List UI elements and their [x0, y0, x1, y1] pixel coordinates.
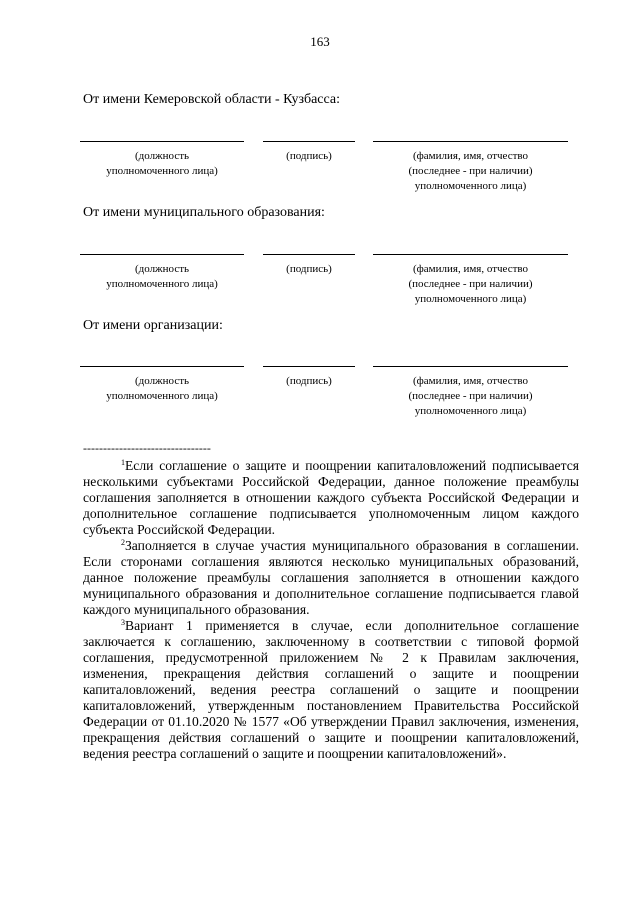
footnote-text: Заполняется в случае участия муниципального образования в соглашении. Если сторонами соглашения являются несколько муниципальных образований, данное положение преамбулы соглашения заполняется в отношении каждого муниципального образования и дополнительное соглашение подписывается главой каждого муниципального образования. — [83, 538, 579, 617]
page-number: 163 — [310, 34, 330, 49]
footnote-mark: 3 — [121, 618, 125, 627]
footnote — [83, 538, 579, 618]
party-heading-region: От имени Кемеровской области - Кузбасса: — [83, 92, 341, 107]
label-line: уполномоченного лица) — [106, 278, 218, 290]
label-line: уполномоченного лица) — [106, 390, 218, 402]
label-line: (подпись) — [286, 263, 332, 275]
party-heading-organization: От имени организации: — [83, 318, 223, 333]
footnote-text: Если соглашение о защите и поощрении капиталовложений подписывается несколькими субъектами Российской Федерации, данное положение преамбулы соглашения заполняется в отношении каждого субъекта Российской Федерации и дополнительное соглашение подписывается уполномоченным лицом каждого субъекта Российской Федерации. — [83, 458, 579, 537]
label-line: (фамилия, имя, отчество — [412, 150, 529, 162]
signature-label — [263, 149, 355, 164]
label-line: (последнее - при наличии) — [408, 165, 533, 177]
signature-label — [263, 374, 355, 389]
name-signature-line[interactable] — [373, 366, 568, 367]
label-line: (должность — [134, 150, 190, 162]
footnotes — [83, 458, 579, 762]
position-label — [80, 262, 244, 292]
label-line: (подпись) — [286, 375, 332, 387]
label-line: (фамилия, имя, отчество — [412, 263, 529, 275]
label-line: уполномоченного лица) — [414, 405, 527, 417]
name-signature-line[interactable] — [373, 141, 568, 142]
label-line: уполномоченного лица) — [414, 293, 527, 305]
signature-label — [263, 262, 355, 277]
footnote-text: Вариант 1 применяется в случае, если дополнительное соглашение заключается к соглашению, заключенному в соответствии с типовой формой соглашения, предусмотренной приложением № 2 к Правилам заключения, изменения, прекращения действия соглашений о защите и поощрении капиталовложений, ведения реестра соглашений о защите и поощрении капиталовложений, утвержденным постановлением Правительства Российской Федерации от 01.10.2020 № 1577 «Об утверждении Правил заключения, изменения, прекращения действия соглашений о защите и поощрении капиталовложений, ведения реестра соглашений о защите и поощрении капиталовложений». — [83, 618, 579, 761]
label-line: (последнее - при наличии) — [408, 390, 533, 402]
footnote — [83, 458, 579, 538]
footnote-mark: 1 — [121, 458, 125, 467]
label-line: (должность — [134, 263, 190, 275]
label-line: (подпись) — [286, 150, 332, 162]
name-label — [373, 149, 568, 194]
label-line: (фамилия, имя, отчество — [412, 375, 529, 387]
label-line: уполномоченного лица) — [106, 165, 218, 177]
party-heading-municipality: От имени муниципального образования: — [83, 205, 325, 220]
position-signature-line[interactable] — [80, 366, 244, 367]
name-signature-line[interactable] — [373, 254, 568, 255]
name-label — [373, 374, 568, 419]
signature-line[interactable] — [263, 254, 355, 255]
label-line: (должность — [134, 375, 190, 387]
footnote-separator: -------------------------------- — [83, 441, 211, 455]
name-label — [373, 262, 568, 307]
position-label — [80, 149, 244, 179]
footnote — [83, 618, 579, 762]
position-signature-line[interactable] — [80, 254, 244, 255]
signature-line[interactable] — [263, 141, 355, 142]
footnote-mark: 2 — [121, 538, 125, 547]
label-line: (последнее - при наличии) — [408, 278, 533, 290]
signature-line[interactable] — [263, 366, 355, 367]
position-signature-line[interactable] — [80, 141, 244, 142]
label-line: уполномоченного лица) — [414, 180, 527, 192]
position-label — [80, 374, 244, 404]
